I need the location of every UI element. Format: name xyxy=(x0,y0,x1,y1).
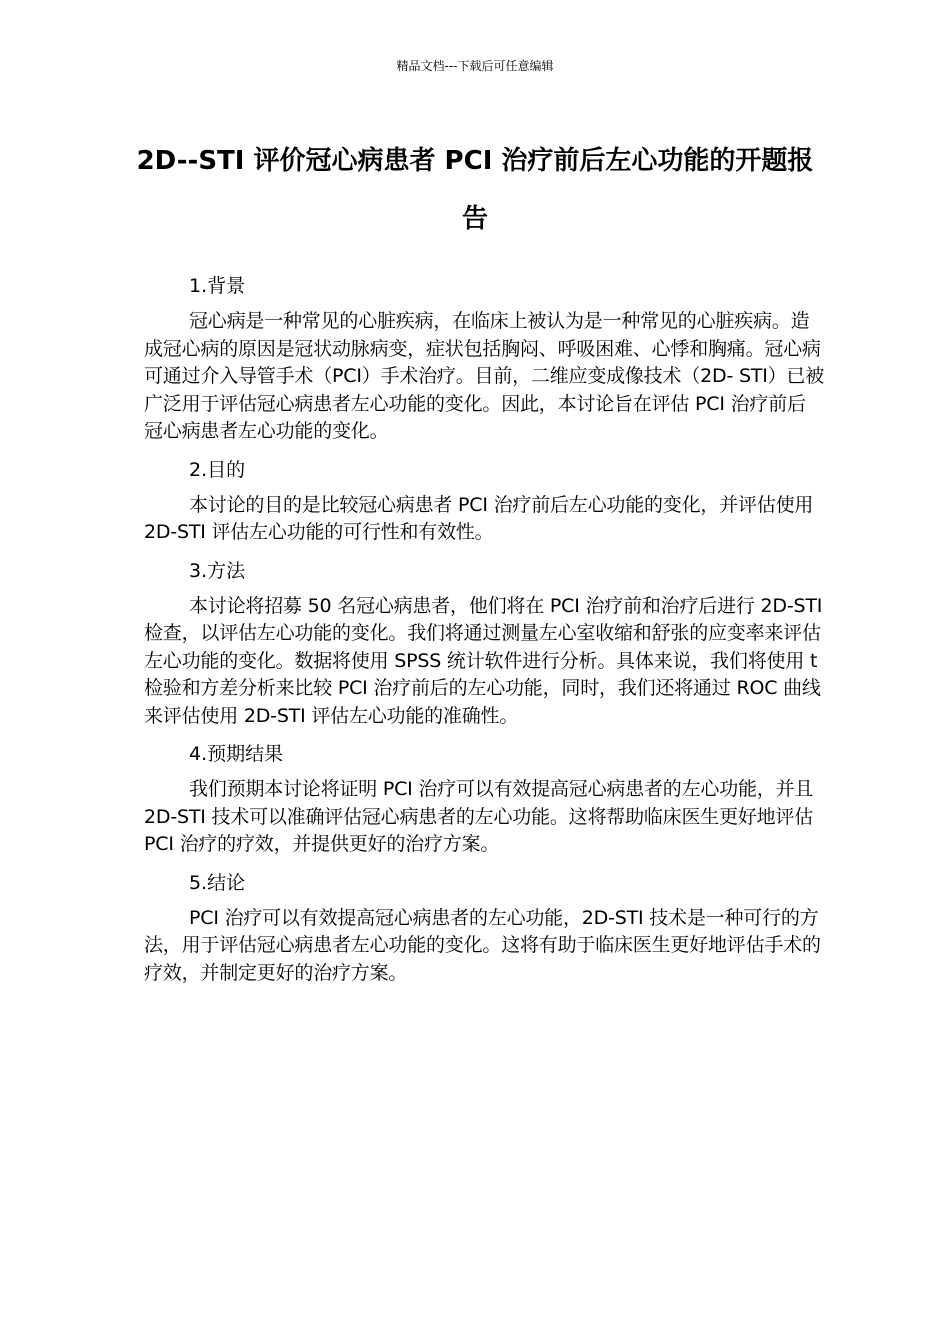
section-background xyxy=(144,268,824,446)
document-body xyxy=(144,268,824,993)
section-heading: 1.背景 xyxy=(189,275,246,297)
section-paragraph: 冠心病是一种常见的心脏疾病，在临床上被认为是一种常见的心脏疾病。造成冠心病的原因是冠状动脉病变，症状包括胸闷、呼吸困难、心悸和胸痛。冠心病可通过介入导管手术（PCI）手术治疗。目前，二维应变成像技术（2D- STI）已被广泛用于评估冠心病患者左心功能的变化。因此，本讨论旨在评估 PCI 治疗前后冠心病患者左心功能的变化。 xyxy=(144,310,825,442)
section-conclusion xyxy=(144,865,824,988)
section-paragraph: 我们预期本讨论将证明 PCI 治疗可以有效提高冠心病患者的左心功能，并且 2D-STI 技术可以准确评估冠心病患者的左心功能。这将帮助临床医生更好地评估 PCI 治疗的疗效，并提供更好的治疗方案。 xyxy=(144,778,814,855)
section-paragraph: 本讨论将招募 50 名冠心病患者，他们将在 PCI 治疗前和治疗后进行 2D-STI 检查，以评估左心功能的变化。我们将通过测量左心室收缩和舒张的应变率来评估左心功能的变化。数据将使用 SPSS 统计软件进行分析。具体来说，我们将使用 t 检验和方差分析来比较 PCI 治疗前后的左心功能，同时，我们还将通过 ROC 曲线来评估使用 2D-STI 评估左心功能的准确性。 xyxy=(144,594,823,727)
section-heading: 2.目的 xyxy=(189,458,246,481)
section-heading: 3.方法 xyxy=(189,559,246,582)
section-paragraph: 本讨论的目的是比较冠心病患者 PCI 治疗前后左心功能的变化，并评估使用 2D-STI 评估左心功能的可行性和有效性。 xyxy=(144,493,814,543)
header-note: 精品文档---下载后可任意编辑 xyxy=(396,59,554,73)
section-method xyxy=(144,553,824,731)
document-title: 2D--STI 评价冠心病患者 PCI 治疗前后左心功能的开题报告 xyxy=(136,146,814,234)
section-expected-results xyxy=(144,736,824,859)
section-heading: 5.结论 xyxy=(189,871,246,894)
section-purpose xyxy=(144,452,824,547)
section-paragraph: PCI 治疗可以有效提高冠心病患者的左心功能，2D-STI 技术是一种可行的方法，用于评估冠心病患者左心功能的变化。这将有助于临床医生更好地评估手术的疗效，并制定更好的治疗方案。 xyxy=(144,906,821,984)
section-heading: 4.预期结果 xyxy=(189,743,284,765)
